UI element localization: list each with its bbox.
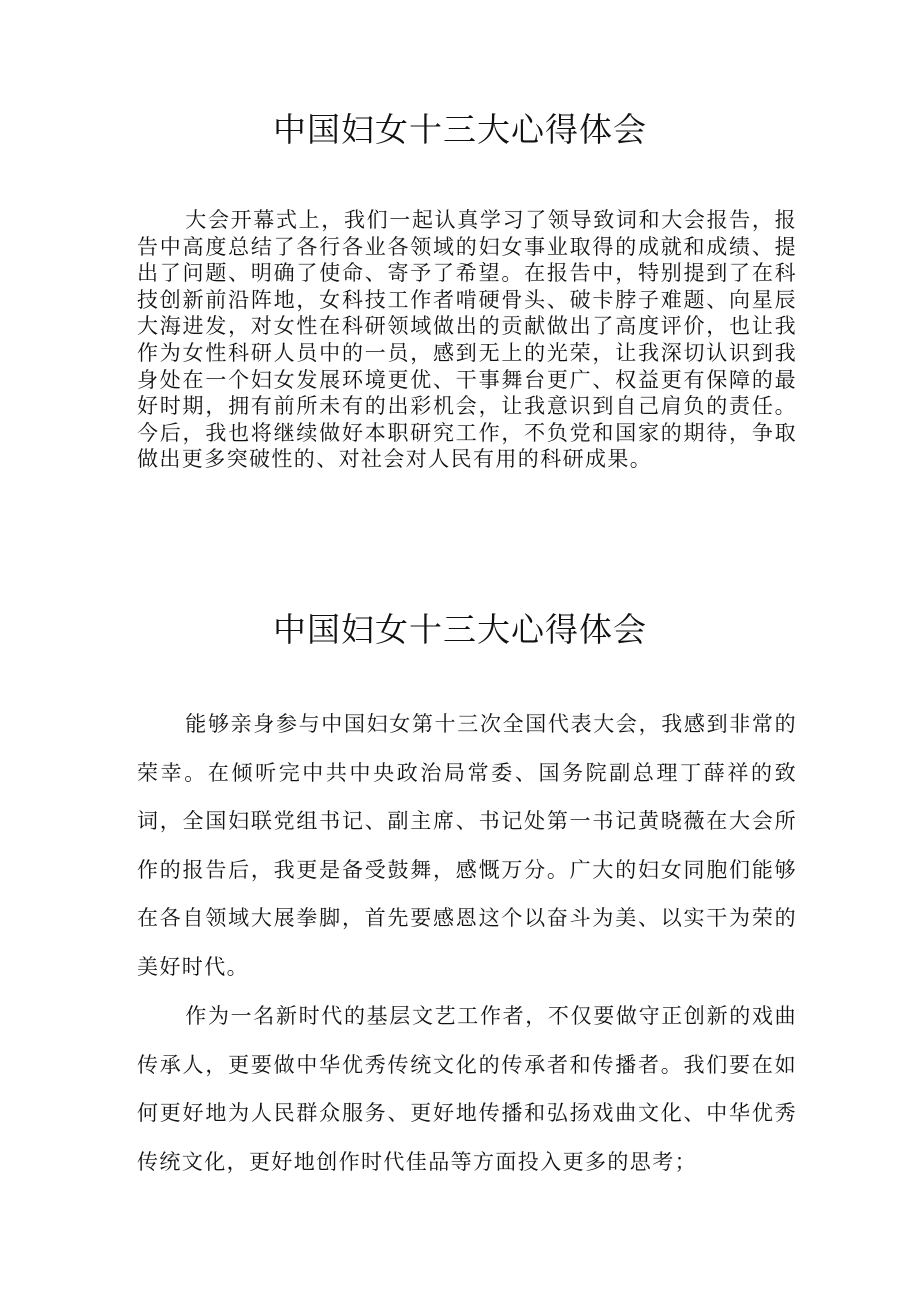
section-2-paragraph-2: 作为一名新时代的基层文艺工作者，不仅要做守正创新的戏曲传承人，更要做中华优秀传统文化的传承者和传播者。我们要在如何更好地为人民群众服务、更好地传播和弘扬戏曲文化、中华优秀传统文化，更好地创作时代佳品等方面投入更多的思考；: [137, 1004, 797, 1174]
section-1-paragraph-1: 大会开幕式上，我们一起认真学习了领导致词和大会报告，报告中高度总结了各行各业各领域的妇女事业取得的成就和成绩、提出了问题、明确了使命、寄予了希望。在报告中，特别提到了在科技创新前沿阵地，女科技工作者啃硬骨头、破卡脖子难题、向星辰大海进发，对女性在科研领域做出的贡献做出了高度评价，也让我作为女性科研人员中的一员，感到无上的光荣，让我深切认识到我身处在一个妇女发展环境更优、干事舞台更广、权益更有保障的最好时期，拥有前所未有的出彩机会，让我意识到自己肩负的责任。今后，我也将继续做好本职研究工作，不负党和国家的期待，争取做出更多突破性的、对社会对人民有用的科研成果。: [137, 208, 797, 472]
section-2-title: 中国妇女十三大心得体会: [273, 610, 647, 649]
section-1-title: 中国妇女十三大心得体会: [273, 110, 647, 149]
section-2-paragraph-1: 能够亲身参与中国妇女第十三次全国代表大会，我感到非常的荣幸。在倾听完中共中央政治局常委、国务院副总理丁薛祥的致词，全国妇联党组书记、副主席、书记处第一书记黄晓薇在大会所作的报告后，我更是备受鼓舞，感慨万分。广大的妇女同胞们能够在各自领域大展拳脚，首先要感恩这个以奋斗为美、以实干为荣的美好时代。: [137, 712, 797, 979]
